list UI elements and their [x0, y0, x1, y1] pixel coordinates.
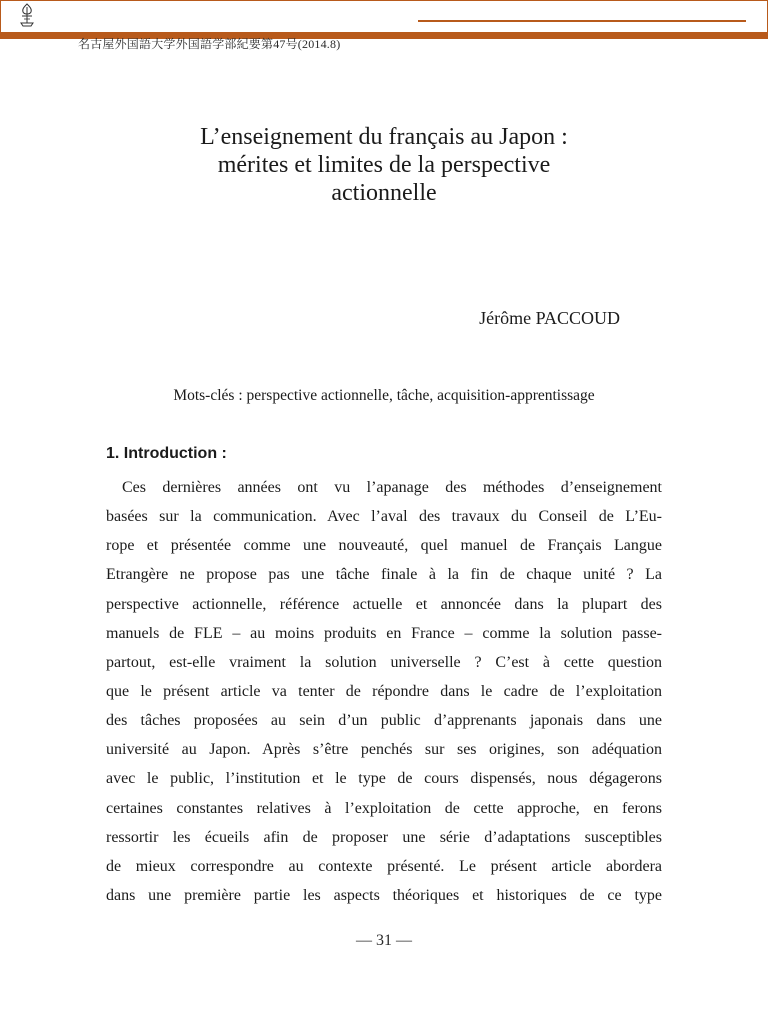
body-line: Etrangère ne propose pas une tâche finale à la fin de chaque unité ? La: [106, 566, 662, 584]
header-bar: [0, 0, 768, 39]
section-heading: 1. Introduction :: [106, 445, 227, 462]
body-line: que le présent article va tenter de répondre dans le cadre de l’exploitation: [106, 682, 662, 700]
body-line: dans une première partie les aspects théoriques et historiques de ce type: [106, 886, 662, 904]
body-line: université au Japon. Après s’être penchés sur ses origines, son adéquation: [106, 741, 662, 759]
body-line: des tâches proposées au sein d’un public d’apprenants japonais dans une: [106, 712, 662, 730]
journal-reference: 名古屋外国語大学外国語学部紀要第47号(2014.8): [78, 37, 341, 51]
body-line: manuels de FLE – au moins produits en France – comme la solution passe-: [106, 624, 662, 642]
article-title-line: actionnelle: [331, 180, 437, 206]
university-logo-icon: [18, 3, 36, 27]
header-frame: [0, 0, 768, 32]
author-name: Jérôme PACCOUD: [479, 308, 620, 328]
page-number: — 31 —: [356, 932, 412, 949]
body-line: partout, est-elle vraiment la solution universelle ? C’est à cette question: [106, 653, 662, 671]
body-line: perspective actionnelle, référence actuelle et annoncée dans la plupart des: [106, 595, 662, 613]
body-line: rope et présentée comme une nouveauté, quel manuel de Français Langue: [106, 537, 662, 555]
body-line: ressortir les écueils afin de proposer une série d’adaptations susceptibles: [106, 828, 662, 846]
article-title-line: mérites et limites de la perspective: [217, 152, 551, 178]
body-line: avec le public, l’institution et le type de cours dispensés, nous dégagerons: [106, 770, 662, 788]
article-title-line: L’enseignement du français au Japon :: [200, 124, 568, 150]
keywords-line: Mots-clés : perspective actionnelle, tâche, acquisition-apprentissage: [173, 387, 595, 404]
body-line: de mieux correspondre au contexte présenté. Le présent article abordera: [106, 857, 662, 875]
body-line: certaines constantes relatives à l’exploitation de cette approche, en ferons: [106, 799, 662, 817]
body-line: basées sur la communication. Avec l’aval des travaux du Conseil de L’Eu-: [106, 508, 662, 526]
article-title: [100, 123, 668, 207]
body-line: Ces dernières années ont vu l’apanage des méthodes d’enseignement: [122, 479, 662, 496]
body-paragraph: [106, 473, 662, 910]
header-rule: [418, 20, 746, 22]
